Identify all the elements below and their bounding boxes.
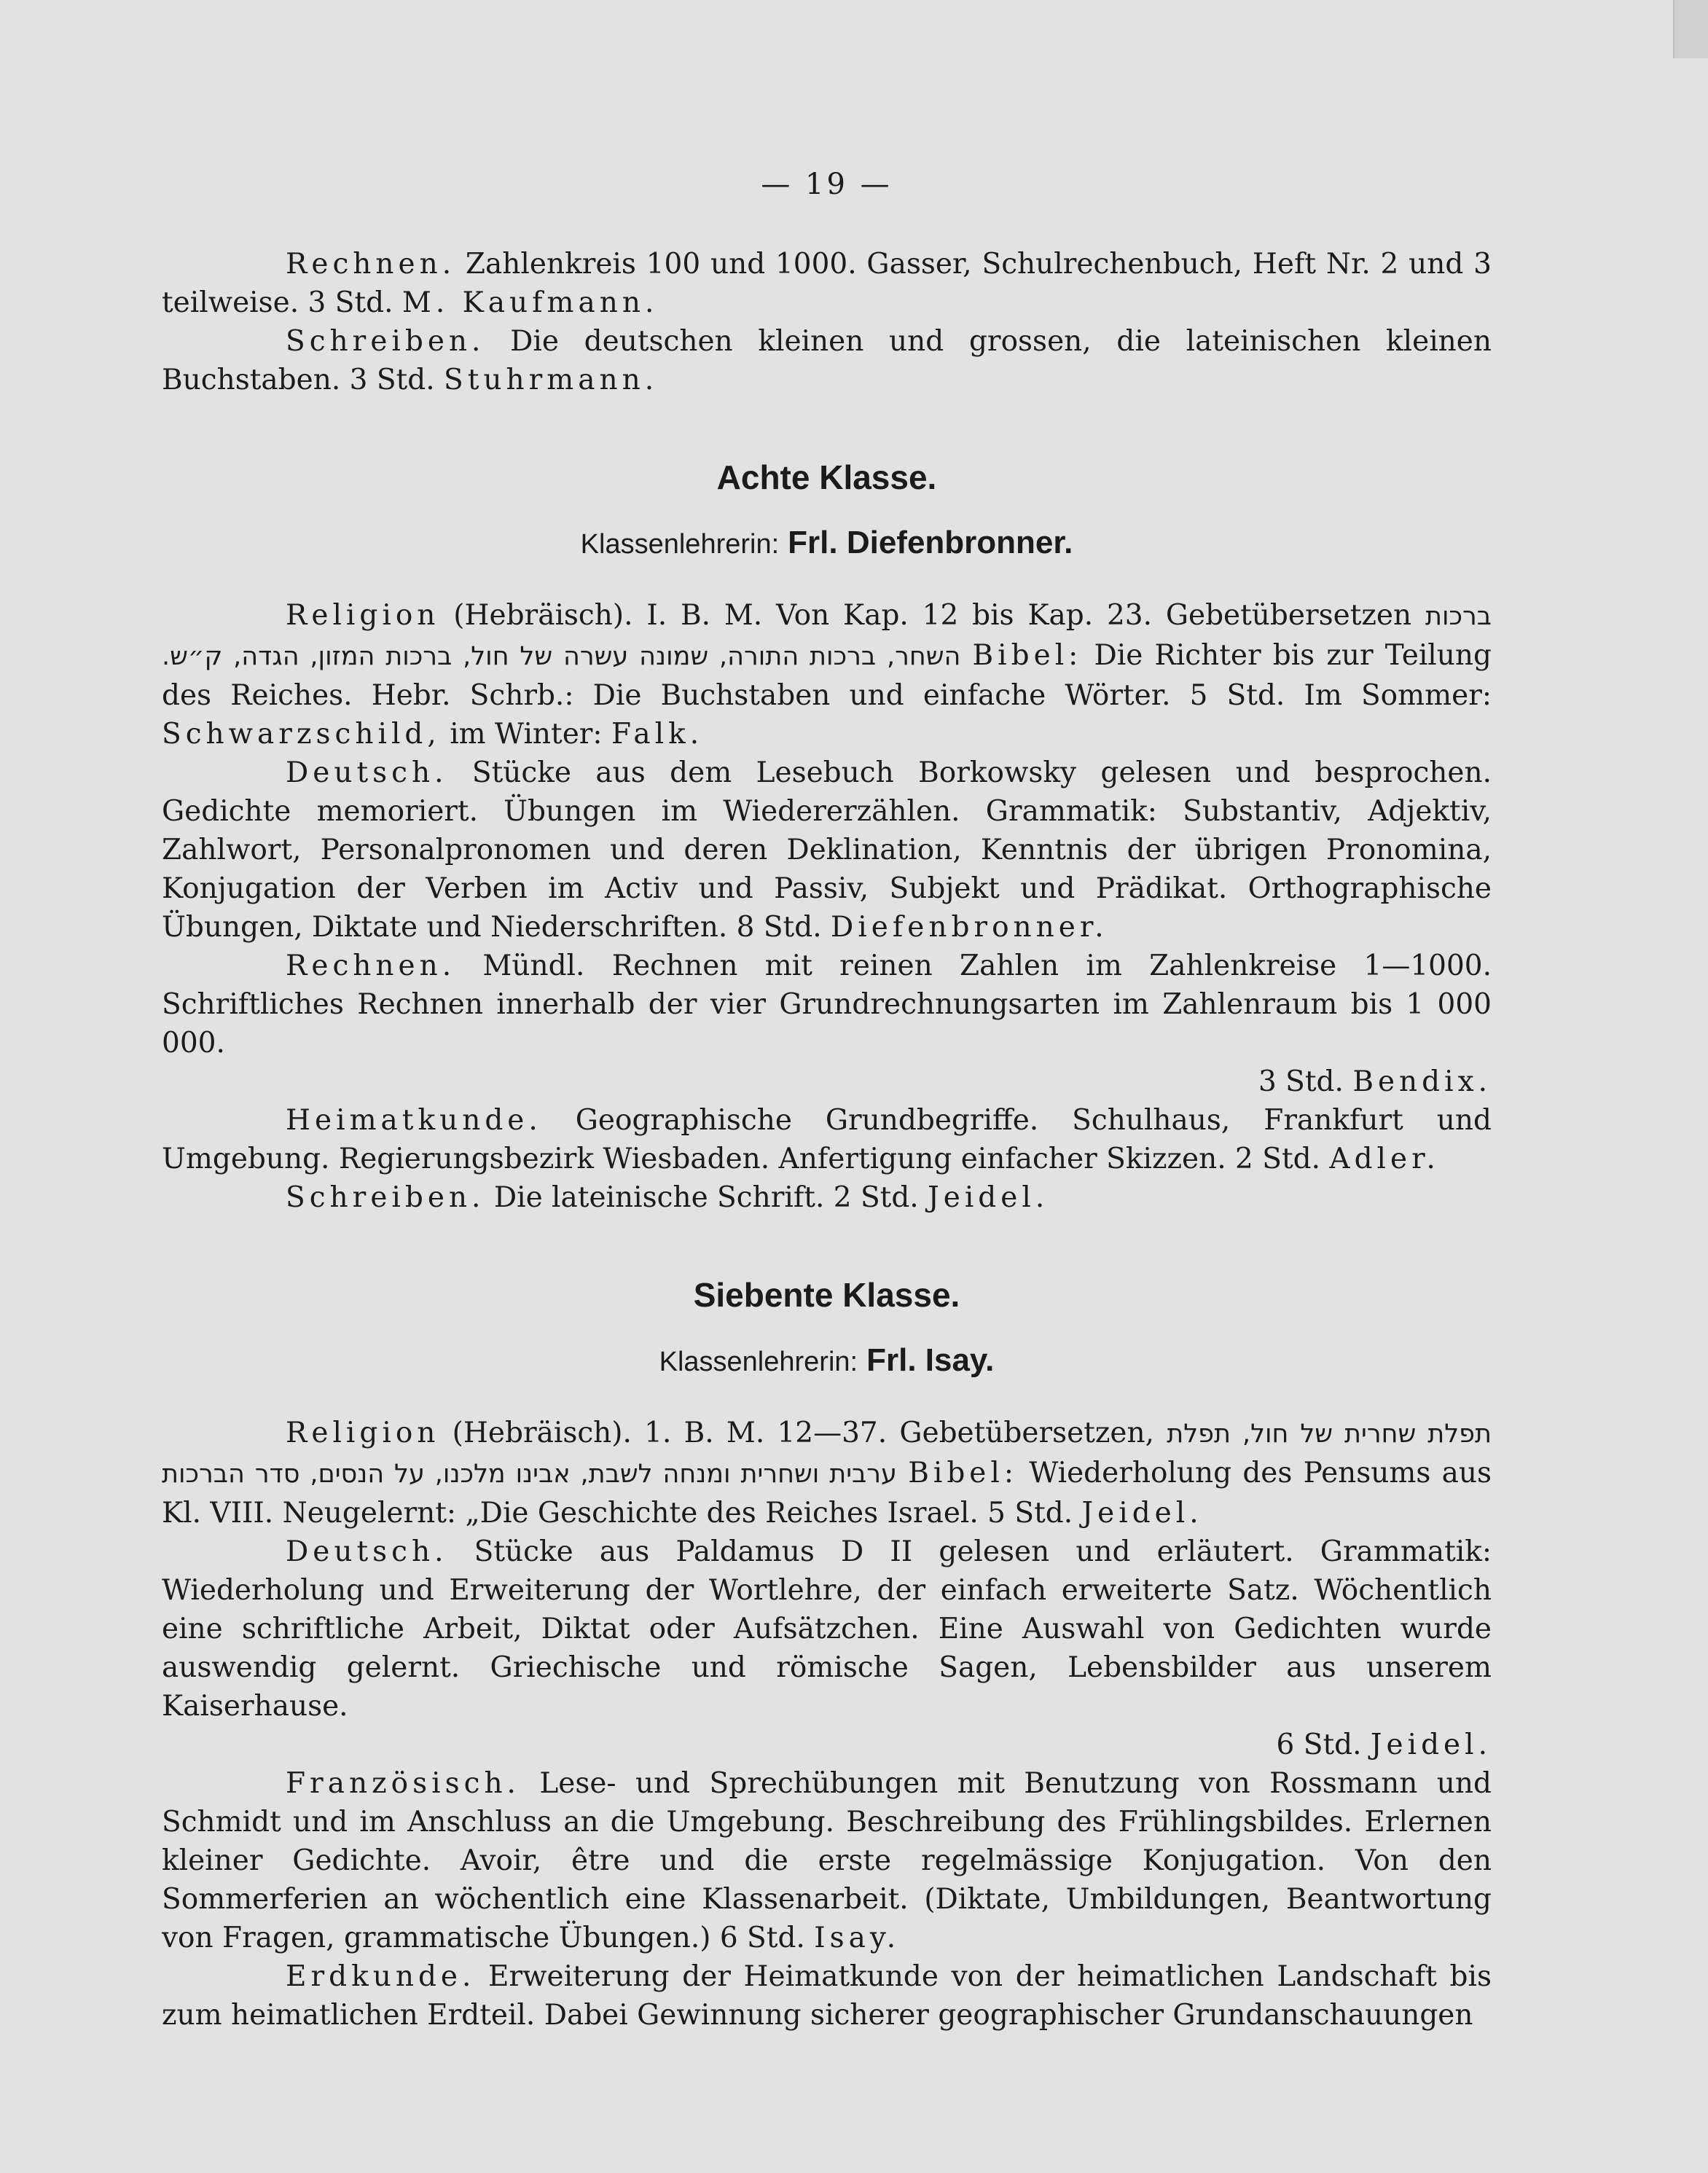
subject-label: Deutsch. (286, 1535, 448, 1568)
paragraph-text: Die Richter bis zur Teilung des Reiches. Hebr. Schrb.: Die Buchstaben und einfache Wörter. 5 Std. Im Sommer: (162, 639, 1492, 712)
paragraph-text (897, 1457, 908, 1489)
subject-label: Religion (286, 599, 440, 632)
teacher-name: M. Kaufmann. (401, 286, 659, 319)
page-corner-edge (1673, 0, 1708, 58)
paragraph-deutsch-achte (162, 753, 1492, 947)
paragraph-text (960, 639, 972, 672)
teacher-name: Isay. (814, 1922, 901, 1954)
class-teacher-name: Frl. Diefenbronner. (788, 525, 1073, 560)
paragraph-erdkunde-siebente (162, 1957, 1492, 2035)
subject-label: Deutsch. (286, 756, 448, 789)
paragraph-text: (Hebräisch). 1. B. M. 12—37. Gebetübersetzen, (439, 1417, 1167, 1449)
subject-label: Rechnen. (286, 248, 456, 281)
paragraph-text: Zahlenkreis 100 und 1000. Gasser, Schulrechenbuch, Heft Nr. 2 und 3 teilweise. 3 Std. (162, 248, 1492, 319)
teacher-name: Adler. (1329, 1143, 1440, 1175)
paragraph-text: im Winter: (440, 718, 611, 751)
teacher-name: Jeidel. (928, 1181, 1049, 1214)
paragraph-deutsch-siebente (162, 1532, 1492, 1726)
paragraph-text: Stücke aus dem Lesebuch Borkowsky gelesen und besprochen. Gedichte memoriert. Übungen im Wiedererzählen. Grammatik: Substantiv, Adjektiv, Zahlwort, Personalpronomen und deren Deklination, Kenntnis der übrigen Pronomina, Konjugation der Verben im Activ und Passiv, Subjekt und Prädikat. Orthographische Übungen, Diktate und Niederschriften. 8 Std. (162, 756, 1492, 944)
subject-label: Religion (286, 1417, 440, 1449)
paragraph-text: Lese- und Sprechübungen mit Benutzung von Rossmann und Schmidt und im Anschluss an die Umgebung. Beschreibung des Frühlingsbildes. Erlernen kleiner Gedichte. Avoir, être und die erste regelmässige Konjugation. Von den Sommerferien an wöchentlich eine Klassenarbeit. (Diktate, Umbildungen, Beantwortung von Fragen, grammatische Übungen.) 6 Std. (162, 1767, 1492, 1954)
teacher-name: Stuhrmann. (444, 364, 659, 396)
class-teacher-label: Klassenlehrerin: (659, 1347, 858, 1377)
teacher-name: Diefenbronner. (831, 911, 1108, 944)
hours-line-rechnen-achte (162, 1062, 1492, 1101)
subject-label: Französisch. (286, 1767, 520, 1800)
teacher-name: Falk. (611, 718, 704, 751)
subject-label: Erdkunde. (286, 1960, 476, 1993)
paragraph-rechnen-intro (162, 245, 1492, 322)
hours-line-deutsch-siebente (162, 1726, 1492, 1764)
paragraph-text: Stücke aus Paldamus D II gelesen und erläutert. Grammatik: Wiederholung und Erweiterung der Wortlehre, der einfach erweiterte Satz. Wöchentlich eine schriftliche Arbeit, Diktat oder Aufsätzchen. Eine Auswahl von Gedichten wurde auswendig gelernt. Griechische und römische Sagen, Lebensbilder aus unserem Kaiserhause. (162, 1535, 1492, 1723)
section-title-achte-klasse: Achte Klasse. (716, 458, 937, 496)
hours-text: 3 Std. (1258, 1065, 1353, 1098)
paragraph-text: Mündl. Rechnen mit reinen Zahlen im Zahlenkreise 1—1000. Schriftliches Rechnen innerhalb der vier Grundrechnungsarten im Zahlenraum bis 1 000 000. (162, 950, 1492, 1060)
teacher-name: Jeidel. (1370, 1728, 1492, 1761)
class-teacher-line (162, 525, 1492, 561)
teacher-name: Bendix. (1352, 1065, 1492, 1098)
paragraph-text: Die deutschen kleinen und grossen, die lateinischen kleinen Buchstaben. 3 Std. (162, 325, 1492, 396)
paragraph-franzoesisch-siebente (162, 1764, 1492, 1957)
hours-text: 6 Std. (1276, 1728, 1371, 1761)
paragraph-religion-siebente (162, 1414, 1492, 1532)
paragraph-text: (Hebräisch). I. B. M. Von Kap. 12 bis Kap. 23. Gebetübersetzen (439, 599, 1425, 632)
class-teacher-name: Frl. Isay. (866, 1342, 995, 1378)
page-number: — 19 — (761, 168, 893, 201)
class-teacher-line (162, 1342, 1492, 1379)
hebrew-text: ברכות השחר, ברכות התורה, שמונה עשרה של חול, ברכות המזון, הגדה, ק״ש. (162, 602, 1492, 671)
teacher-name: Jeidel. (1081, 1497, 1203, 1530)
page-content (162, 168, 1492, 2035)
paragraph-text: Die lateinische Schrift. 2 Std. (485, 1181, 928, 1214)
subject-label: Heimatkunde. (286, 1104, 542, 1137)
paragraph-text: Wiederholung des Pensums aus Kl. VIII. Neugelernt: „Die Geschichte des Reiches Israel. 5 Std. (162, 1457, 1492, 1530)
subject-label: Bibel: (908, 1457, 1018, 1489)
hebrew-text: תפלת שחרית של חול, תפלת ערבית ושחרית ומנחה לשבת, אבינו מלכנו, על הנסים, סדר הברכות (162, 1420, 1492, 1489)
subject-label: Bibel: (972, 639, 1083, 672)
paragraph-heimatkunde-achte (162, 1101, 1492, 1178)
subject-label: Schreiben. (286, 1181, 485, 1214)
class-teacher-label: Klassenlehrerin: (580, 529, 780, 560)
paragraph-schreiben-achte (162, 1178, 1492, 1217)
section-title-siebente-klasse: Siebente Klasse. (693, 1276, 960, 1314)
paragraph-rechnen-achte (162, 947, 1492, 1062)
subject-label: Schreiben. (286, 325, 485, 358)
paragraph-text: Erweiterung der Heimatkunde von der heimatlichen Landschaft bis zum heimatlichen Erdteil. Dabei Gewinnung sicherer geographischer Grundanschauungen (162, 1960, 1492, 2032)
paragraph-text: Geographische Grundbegriffe. Schulhaus, Frankfurt und Umgebung. Regierungsbezirk Wiesbaden. Anfertigung einfacher Skizzen. 2 Std. (162, 1104, 1492, 1175)
paragraph-schreiben-intro (162, 322, 1492, 399)
teacher-name: Schwarzschild, (162, 718, 441, 751)
subject-label: Rechnen. (286, 950, 456, 982)
paragraph-religion-achte (162, 596, 1492, 753)
